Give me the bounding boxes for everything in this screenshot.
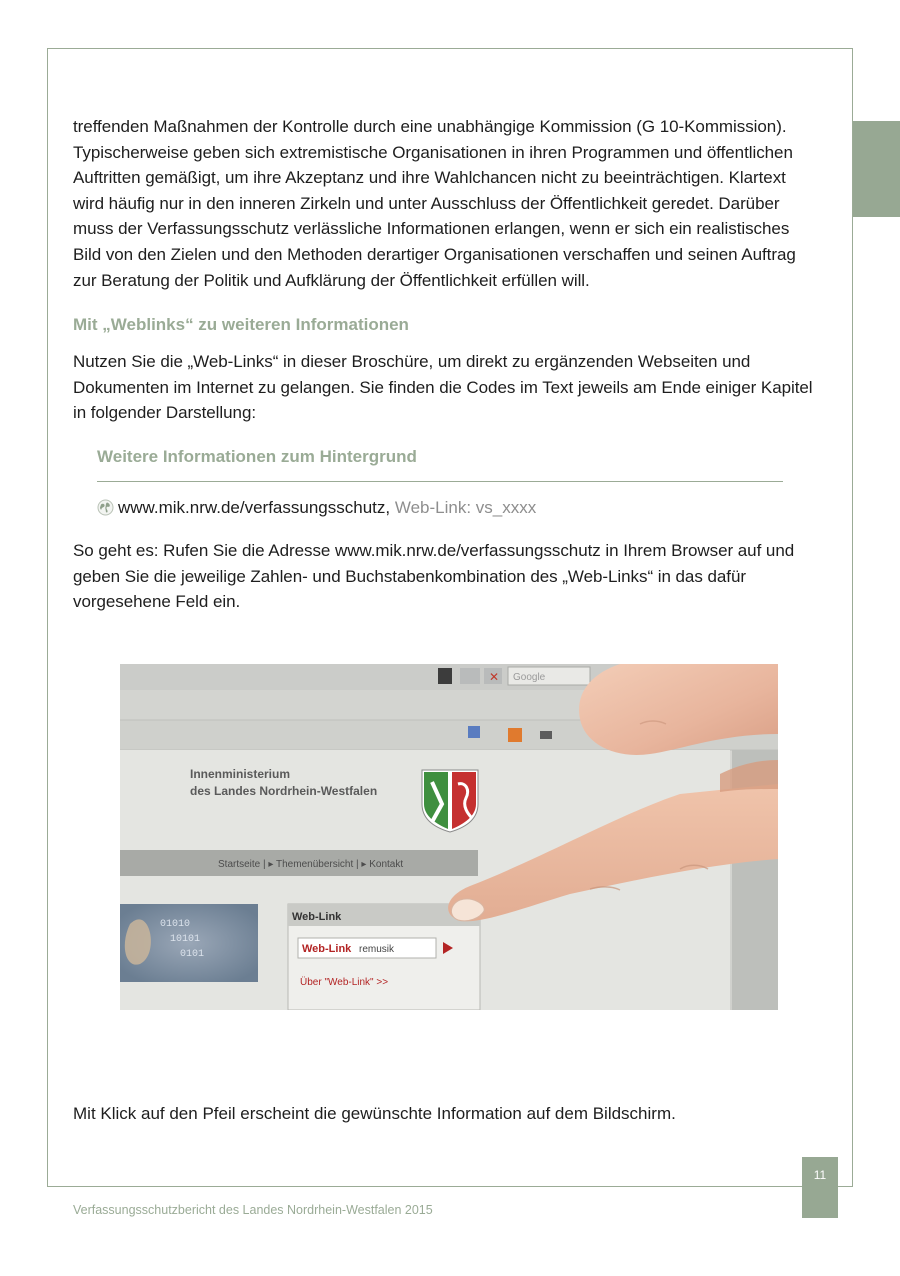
main-content: [73, 114, 813, 615]
photo-field-value: remusik: [359, 944, 395, 955]
weblink-example-box: [97, 445, 783, 520]
nrw-coat-of-arms: [422, 770, 478, 832]
photo-field-label: Web-Link: [302, 943, 352, 955]
browser-photo: [120, 664, 778, 1010]
globe-icon: [97, 499, 114, 516]
chapter-tab: [853, 121, 900, 217]
footer-text: Verfassungsschutzbericht des Landes Nordrhein-Westfalen 2015: [73, 1203, 433, 1217]
photo-panel-title: Web-Link: [292, 911, 342, 923]
weblink-url: www.mik.nrw.de/verfassungsschutz,: [118, 497, 391, 517]
photo-about-link: Über "Web-Link" >>: [300, 977, 389, 988]
photo-ministry-1: Innenministerium: [190, 767, 291, 781]
photo-ministry-2: des Landes Nordrhein-Westfalen: [190, 784, 378, 798]
paragraph-howto: So geht es: Rufen Sie die Adresse www.mik.nrw.de/verfassungsschutz in Ihrem Browser auf und geben Sie die jeweilige Zahlen- und Buchstabenkombination des „Web-Links“ in das dafür vorgesehene Feld ein.: [73, 540, 795, 612]
photo-search-text: Google: [513, 672, 546, 683]
weblink-example: [97, 496, 783, 520]
svg-text:✕: ✕: [489, 670, 500, 684]
paragraph-weblinks: Nutzen Sie die „Web-Links“ in dieser Broschüre, um direkt zu ergänzenden Webseiten und Dokumenten im Internet zu gelangen. Sie finden die Codes im Text jeweils am Ende einiger Kapitel in folgender Darstellung:: [73, 352, 813, 423]
section-heading: Mit „Weblinks“ zu weiteren Informationen: [73, 315, 409, 335]
svg-text:10101: 10101: [170, 934, 201, 945]
example-heading: Weitere Informationen zum Hintergrund: [97, 446, 417, 466]
page-number: 11: [802, 1157, 838, 1218]
paragraph-click: Mit Klick auf den Pfeil erscheint die gewünschte Information auf dem Bildschirm.: [73, 1104, 676, 1123]
svg-text:01010: 01010: [160, 919, 191, 930]
svg-text:0101: 0101: [180, 949, 205, 960]
photo-nav: Startseite | ▸ Themenübersicht | ▸ Kontakt: [218, 859, 404, 870]
paragraph-intro: treffenden Maßnahmen der Kontrolle durch eine unabhängige Kommission (G 10-Kommission). Typischerweise geben sich extremistische Organisationen in ihren Programmen und öffentlichen Auftritten gemäßigt, um ihre Akzeptanz und ihre Wahlchancen nicht zu beeinträchtigen. Klartext wird häufig nur in den inneren Zirkeln und unter Ausschluss der Öffentlichkeit geredet. Darüber muss der Verfassungsschutz verlässliche Informationen erlangen, wenn er sich ein realistisches Bild von den Zielen und den Methoden derartiger Organisationen verschaffen und seinen Auftrag zur Beratung der Politik und Aufklärung der Öffentlichkeit erfüllen will.: [73, 117, 796, 290]
weblink-code: Web-Link: vs_xxxx: [394, 497, 537, 517]
example-divider: [97, 481, 783, 482]
